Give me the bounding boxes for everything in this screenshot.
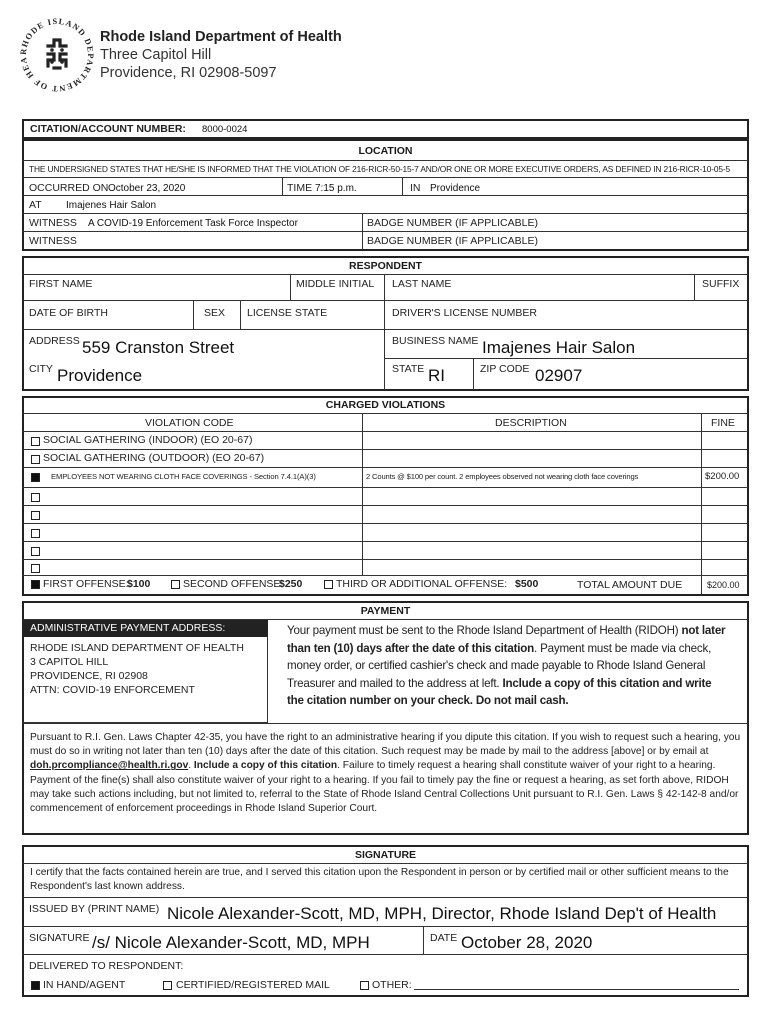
badge1-label: BADGE NUMBER (IF APPLICABLE) [367,217,538,229]
table-row[interactable] [23,467,748,487]
col-description: DESCRIPTION [495,417,567,429]
col-fine: FINE [711,417,735,429]
first-offense-label: FIRST OFFENSE: [43,578,129,590]
occurred-on-value[interactable]: October 23, 2020 [108,183,186,194]
location-statement: THE UNDERSIGNED STATES THAT HE/SHE IS INFORMED THAT THE VIOLATION OF 216-RICR-50-15-7 AND/OR ONE OR MORE EXECUTIVE ORDERS, AS DEFINED IN 216-RICR-10-05-5 [29,164,730,174]
business-name-value[interactable]: Imajenes Hair Salon [482,338,636,357]
checkbox-icon[interactable] [31,493,40,502]
checkbox-icon[interactable] [31,437,40,446]
in-value[interactable]: Providence [430,183,481,194]
table-row[interactable] [23,505,748,523]
other-input-line[interactable] [414,989,739,990]
witness1-label: WITNESS [29,217,77,229]
table-row[interactable] [23,449,748,467]
third-offense-amount: $500 [515,578,539,590]
admin-address-line1: RHODE ISLAND DEPARTMENT OF HEALTH [30,642,244,654]
business-name-label: BUSINESS NAME [392,335,479,347]
suffix-label: SUFFIX [702,278,740,290]
certified-mail-label: CERTIFIED/REGISTERED MAIL [176,979,330,991]
license-state-label: LICENSE STATE [247,307,328,319]
violation-code: SOCIAL GATHERING (OUTDOOR) (EO 20-67) [43,452,265,464]
agency-address-line2: Providence, RI 02908-5097 [100,65,277,81]
dob-label: DATE OF BIRTH [29,307,108,319]
sex-label: SEX [204,307,226,319]
agency-address-line1: Three Capitol Hill [100,47,212,63]
total-amount-value[interactable]: $200.00 [707,580,740,590]
checkbox-icon[interactable] [31,511,40,520]
col-violation-code: VIOLATION CODE [145,417,234,429]
first-offense-checkbox-icon[interactable] [31,580,40,589]
hearing-email-link[interactable]: doh.prcompliance@health.ri.gov [30,760,189,772]
middle-initial-label: MIDDLE INITIAL [296,278,375,290]
signature-label: SIGNATURE [29,932,90,944]
violation-fine: $200.00 [705,471,740,482]
at-label: AT [29,199,42,211]
payment-instructions: Your payment must be sent to the Rhode Island Department of Health (RIDOH) not later than ten (10) days after the date of this citation. Payment must be made via check, money order, or certified cashier's check and made payable to Rhode Island General Treasurer and mailed to the address at left. Include a copy of this citation and write the citation number on your check. Do not mail cash. [287,624,726,708]
checkbox-checked-icon[interactable] [31,473,40,482]
state-value[interactable]: RI [428,366,445,385]
signature-header: SIGNATURE [354,849,417,861]
seal-icon [18,16,96,94]
svg-text:RHODE ISLAND DEPARTMENT OF HEA: RHODE ISLAND DEPARTMENT OF HEA [18,16,96,94]
certified-mail-checkbox-icon[interactable] [163,981,172,990]
address-label: ADDRESS [29,335,80,347]
violation-description: 2 Counts @ $100 per count. 2 employees observed not wearing cloth face coverings [366,472,639,481]
witness1-value[interactable]: A COVID-19 Enforcement Task Force Inspector [88,218,298,229]
witness2-label: WITNESS [29,235,77,247]
other-checkbox-icon[interactable] [360,981,369,990]
first-name-label: FIRST NAME [29,278,93,290]
city-value[interactable]: Providence [57,366,143,385]
citation-number-value[interactable]: 8000-0024 [202,124,248,135]
issued-by-value[interactable]: Nicole Alexander-Scott, MD, MPH, Director, Rhode Island Dep't of Health [167,904,717,923]
table-row[interactable] [23,523,748,541]
badge2-label: BADGE NUMBER (IF APPLICABLE) [367,235,538,247]
in-label: IN [410,182,421,194]
table-row[interactable] [23,431,748,449]
total-amount-label: TOTAL AMOUNT DUE [577,579,683,591]
hearing-rights-text: Pursuant to R.I. Gen. Laws Chapter 42-35, you have the right to an administrative hearing if you dipute this citation. If you wish to request such a hearing, you must do so in writing not later than ten (10) days after the date of this citation. Such request may be made by mail to the address [above] or by email at doh.prcompliance@health.ri.gov. Include a copy of this citation. Failure to timely request a hearing shall constitute waiver of your right to a hearing. Payment of the fine(s) shall also constitute waiver of your right to a hearing. If you fail to timely pay the fine or request a hearing, as set forth above, RIDOH may take such actions including, but not limited to, referral to the State of Rhode Island Central Collections Unit pursuant to R.I. Gen. Laws § 42-142-8 and/or commencement of enforcement proceedings in Rhode Island Superior Court. [30,732,741,815]
drivers-license-label: DRIVER'S LICENSE NUMBER [392,307,537,319]
delivered-label: DELIVERED TO RESPONDENT: [29,960,184,972]
payment-header: PAYMENT [360,605,411,617]
checkbox-icon[interactable] [31,547,40,556]
in-hand-checkbox-icon[interactable] [31,981,40,990]
violation-code: EMPLOYEES NOT WEARING CLOTH FACE COVERINGS - Section 7.4.1(A)(3) [51,472,316,481]
second-offense-label: SECOND OFFENSE: [183,578,284,590]
citation-number-label: CITATION/ACCOUNT NUMBER: [30,123,186,135]
date-value[interactable]: October 28, 2020 [461,933,593,952]
last-name-label: LAST NAME [392,278,452,290]
zip-label: ZIP CODE [480,363,530,375]
time-value[interactable]: 7:15 p.m. [315,183,357,194]
agency-seal [18,16,96,94]
state-label: STATE [392,363,425,375]
checkbox-icon[interactable] [31,564,40,573]
third-offense-checkbox-icon[interactable] [324,580,333,589]
third-offense-label: THIRD OR ADDITIONAL OFFENSE: [336,578,508,590]
signature-value[interactable]: /s/ Nicole Alexander-Scott, MD, MPH [92,933,370,952]
violations-header: CHARGED VIOLATIONS [325,399,446,411]
respondent-header: RESPONDENT [349,260,422,272]
admin-address-line3: PROVIDENCE, RI 02908 [30,670,148,682]
other-label: OTHER: [372,979,412,991]
table-row[interactable] [23,559,748,575]
admin-address-line4: ATTN: COVID-19 ENFORCEMENT [30,684,195,696]
checkbox-icon[interactable] [31,529,40,538]
second-offense-checkbox-icon[interactable] [171,580,180,589]
date-label: DATE [430,932,458,944]
time-label: TIME [287,182,313,194]
city-label: CITY [29,363,53,375]
admin-address-line2: 3 CAPITOL HILL [30,656,109,668]
zip-value[interactable]: 02907 [535,366,583,385]
agency-name: Rhode Island Department of Health [100,29,342,45]
first-offense-amount: $100 [127,578,151,590]
certify-text: I certify that the facts contained herein are true, and I served this citation upon the Respondent in person or by certified mail or other sufficient means to the Respondent's last known address. [30,867,729,893]
issued-by-label: ISSUED BY (PRINT NAME) [29,903,160,915]
location-header: LOCATION [358,145,413,157]
table-row[interactable] [23,541,748,559]
admin-payment-header: ADMINISTRATIVE PAYMENT ADDRESS: [23,620,268,637]
address-value[interactable]: 559 Cranston Street [82,338,235,357]
occurred-on-label: OCCURRED ON [29,182,109,194]
at-value[interactable]: Imajenes Hair Salon [66,200,157,211]
second-offense-amount: $250 [279,578,303,590]
table-row[interactable] [23,487,748,505]
violation-code: SOCIAL GATHERING (INDOOR) (EO 20-67) [43,434,253,446]
checkbox-icon[interactable] [31,455,40,464]
in-hand-label: IN HAND/AGENT [43,979,126,991]
